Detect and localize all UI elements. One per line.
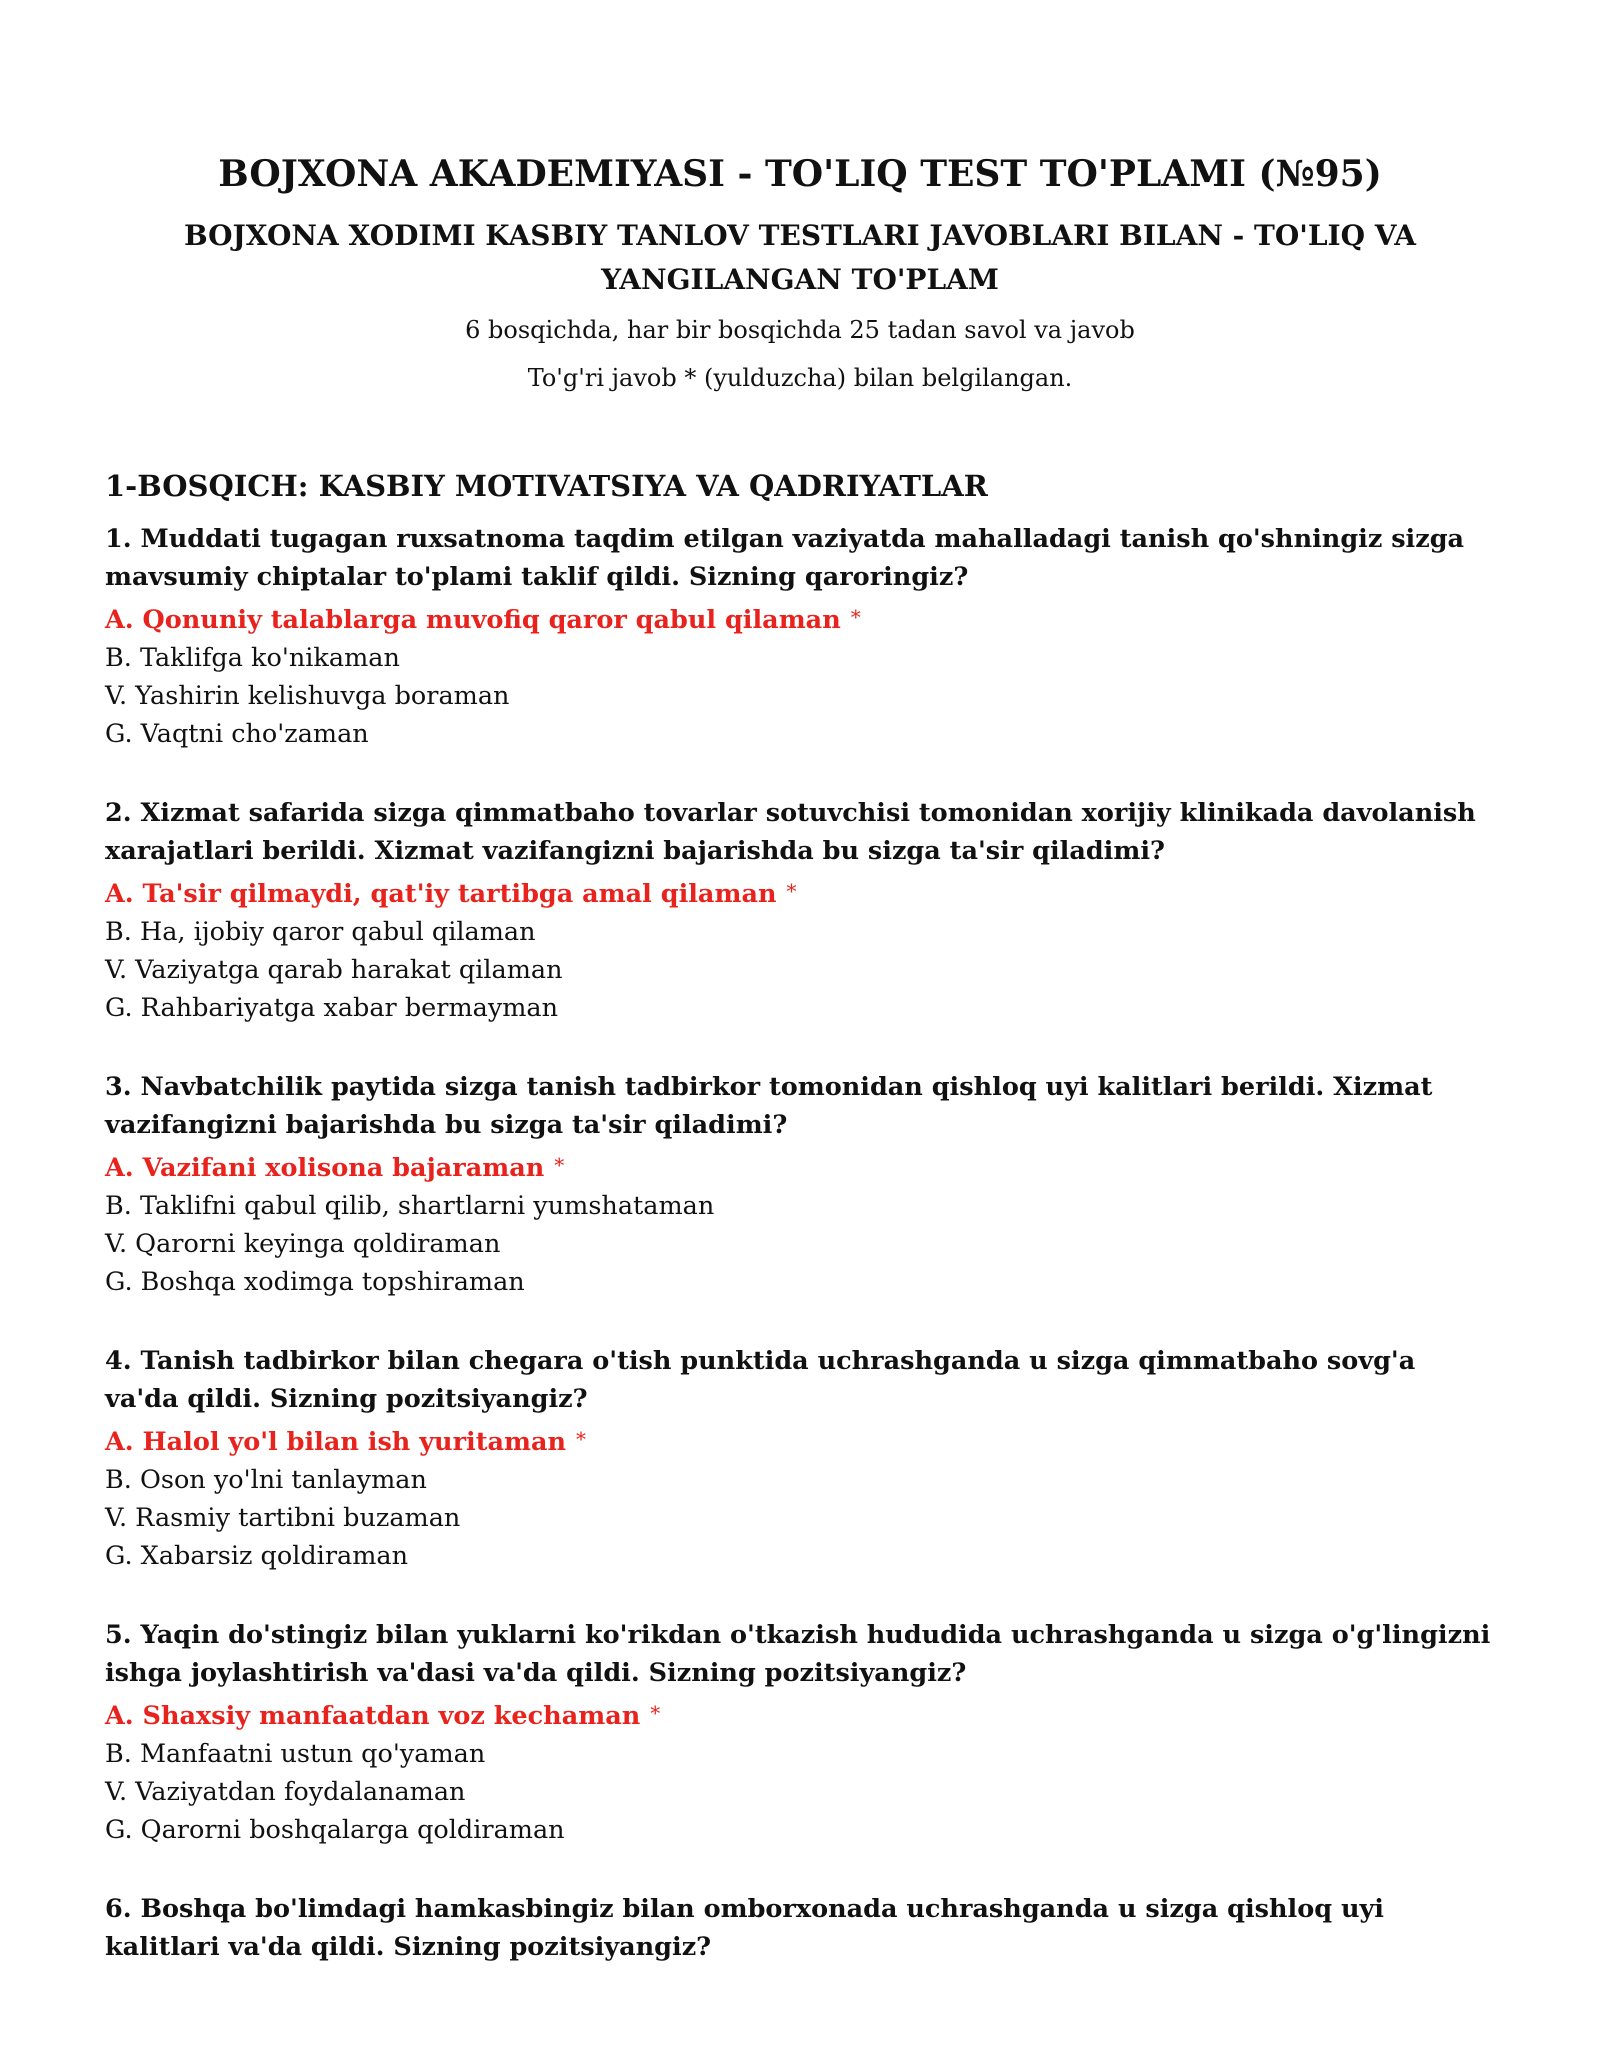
option-v: V. Qarorni keyinga qoldiraman [105, 1229, 501, 1259]
option-a-correct [105, 1146, 1495, 1187]
option-g: G. Boshqa xodimga topshiraman [105, 1267, 525, 1297]
option-label: A. Qonuniy talablarga muvofiq qaror qabul qilaman [105, 605, 841, 635]
question-6 [105, 1890, 1495, 1966]
document-title: BOJXONA AKADEMIYASI - TO'LIQ TEST TO'PLAMI (№95) [218, 153, 1382, 195]
option-v: V. Yashirin kelishuvga boraman [105, 681, 510, 711]
option-v: V. Vaziyatdan foydalanaman [105, 1777, 466, 1807]
option-b: B. Ha, ijobiy qaror qabul qilaman [105, 917, 536, 947]
option-v: V. Vaziyatga qarab harakat qilaman [105, 955, 563, 985]
option-v: V. Rasmiy tartibni buzaman [105, 1503, 461, 1533]
option-g: G. Qarorni boshqalarga qoldiraman [105, 1815, 565, 1845]
question-3 [105, 1068, 1495, 1301]
info-line-answer-key: To'g'ri javob * (yulduzcha) bilan belgilangan. [527, 364, 1073, 392]
option-label: A. Shaxsiy manfaatdan voz kechaman [105, 1701, 641, 1731]
question-text: 5. Yaqin do'stingiz bilan yuklarni ko'rikdan o'tkazish hududida uchrashganda u sizga o'g'lingizni ishga joylashtirish va'dasi va'da qildi. Sizning pozitsiyangiz? [105, 1620, 1491, 1688]
question-5 [105, 1616, 1495, 1849]
question-4 [105, 1342, 1495, 1575]
option-g: G. Vaqtni cho'zaman [105, 719, 369, 749]
star-mark: * [786, 879, 797, 903]
option-label: A. Ta'sir qilmaydi, qat'iy tartibga amal qilaman [105, 879, 777, 909]
option-b: B. Oson yo'lni tanlayman [105, 1465, 427, 1495]
question-text: 1. Muddati tugagan ruxsatnoma taqdim etilgan vaziyatda mahalladagi tanish qo'shningiz sizga mavsumiy chiptalar to'plami taklif qildi. Sizning qaroringiz? [105, 524, 1465, 592]
star-mark: * [554, 1153, 565, 1177]
question-text: 6. Boshqa bo'limdagi hamkasbingiz bilan omborxonada uchrashganda u sizga qishloq uyi kalitlari va'da qildi. Sizning pozitsiyangiz? [105, 1894, 1384, 1962]
option-g: G. Xabarsiz qoldiraman [105, 1541, 409, 1571]
document-subtitle: BOJXONA XODIMI KASBIY TANLOV TESTLARI JAVOBLARI BILAN - TO'LIQ VA YANGILANGAN TO'PLAM [183, 219, 1417, 296]
option-label: A. Halol yo'l bilan ish yuritaman [105, 1427, 567, 1457]
option-a-correct [105, 598, 1495, 639]
star-mark: * [650, 1701, 661, 1725]
question-2 [105, 794, 1495, 1027]
star-mark: * [576, 1427, 587, 1451]
option-g: G. Rahbariyatga xabar bermayman [105, 993, 559, 1023]
section-heading: 1-BOSQICH: KASBIY MOTIVATSIYA VA QADRIYATLAR [105, 469, 988, 503]
option-b: B. Manfaatni ustun qo'yaman [105, 1739, 486, 1769]
option-a-correct [105, 1420, 1495, 1461]
question-1 [105, 520, 1495, 753]
question-text: 3. Navbatchilik paytida sizga tanish tadbirkor tomonidan qishloq uyi kalitlari berildi. Xizmat vazifangizni bajarishda bu sizga ta'sir qiladimi? [105, 1072, 1433, 1140]
option-b: B. Taklifni qabul qilib, shartlarni yumshataman [105, 1191, 715, 1221]
option-a-correct [105, 872, 1495, 913]
question-text: 4. Tanish tadbirkor bilan chegara o'tish punktida uchrashganda u sizga qimmatbaho sovg'a va'da qildi. Sizning pozitsiyangiz? [105, 1346, 1416, 1414]
document-page [105, 150, 1495, 2007]
star-mark: * [850, 605, 861, 629]
option-a-correct [105, 1694, 1495, 1735]
option-label: A. Vazifani xolisona bajaraman [105, 1153, 545, 1183]
question-text: 2. Xizmat safarida sizga qimmatbaho tovarlar sotuvchisi tomonidan xorijiy klinikada davolanish xarajatlari berildi. Xizmat vazifangizni bajarishda bu sizga ta'sir qiladimi? [105, 798, 1476, 866]
option-b: B. Taklifga ko'nikaman [105, 643, 400, 673]
info-line-stages: 6 bosqichda, har bir bosqichda 25 tadan savol va javob [465, 316, 1135, 344]
